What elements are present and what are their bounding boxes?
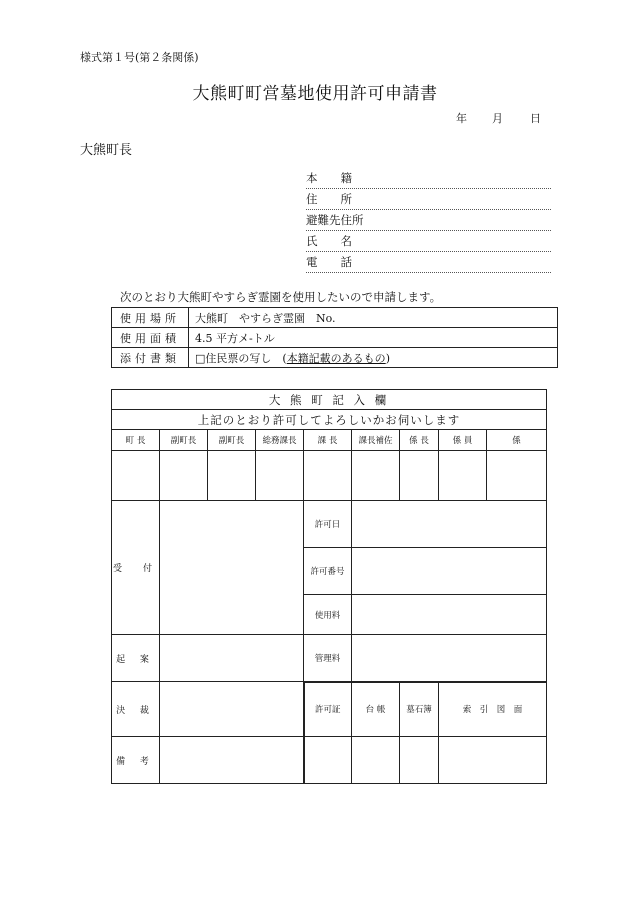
approver-header: 係 長 [400, 430, 439, 451]
date-line [456, 110, 541, 126]
permit-cert-check[interactable] [304, 737, 352, 784]
approver-header: 課長補佐 [352, 430, 400, 451]
index-map-check[interactable] [439, 737, 547, 784]
area-label: 使用面積 [112, 328, 189, 348]
index-map-label: 索 引 図 面 [439, 682, 547, 737]
approver-header: 係 員 [439, 430, 487, 451]
applicant-field-label: 電 話 [306, 255, 352, 269]
stamp-cell[interactable] [352, 451, 400, 501]
applicant-evacuation-address[interactable] [306, 210, 551, 231]
location-label: 使用場所 [112, 308, 189, 328]
tombstone-book-check[interactable] [400, 737, 439, 784]
permit-number-label: 許可番号 [304, 548, 352, 595]
applicant-field-label: 避難先住所 [306, 213, 364, 227]
intro-text: 次のとおり大熊町やすらぎ霊園を使用したいので申請します。 [120, 290, 442, 304]
attachment-checkbox-text: □住民票の写し ( [195, 351, 287, 365]
table-row [112, 737, 547, 784]
management-fee-value[interactable] [352, 635, 547, 682]
applicant-name[interactable] [306, 231, 551, 252]
attachment-note: 本籍記載のあるもの [286, 351, 386, 365]
receipt-label: 受 付 [112, 501, 160, 635]
table-row [112, 430, 547, 451]
applicant-block [306, 168, 551, 273]
permit-date-value[interactable] [352, 501, 547, 548]
table-row [112, 328, 558, 348]
form-number: 様式第１号(第２条関係) [80, 51, 199, 64]
decision-value[interactable] [160, 682, 304, 737]
applicant-field-label: 本 籍 [306, 171, 352, 185]
ledger-label: 台 帳 [352, 682, 400, 737]
table-row [112, 451, 547, 501]
approval-note: 上記のとおり許可してよろしいかお伺いします [112, 410, 547, 430]
table-row [112, 348, 558, 368]
stamp-cell[interactable] [112, 451, 160, 501]
remarks-label: 備 考 [112, 737, 160, 784]
location-value[interactable]: 大熊町 やすらぎ霊園 No. [189, 308, 558, 328]
permit-date-label: 許可日 [304, 501, 352, 548]
management-fee-label: 管理料 [304, 635, 352, 682]
office-title: 大 熊 町 記 入 欄 [112, 390, 547, 410]
stamp-cell[interactable] [256, 451, 304, 501]
applicant-field-label: 住 所 [306, 192, 352, 206]
approver-header: 総務課長 [256, 430, 304, 451]
usage-fee-label: 使用料 [304, 595, 352, 635]
table-row [112, 390, 547, 410]
table-row [112, 501, 547, 548]
remarks-value[interactable] [160, 737, 304, 784]
approver-header: 副町長 [160, 430, 208, 451]
table-row [112, 410, 547, 430]
stamp-cell[interactable] [160, 451, 208, 501]
table-row [112, 635, 547, 682]
attachment-suffix: ) [385, 351, 390, 365]
usage-fee-value[interactable] [352, 595, 547, 635]
permit-number-value[interactable] [352, 548, 547, 595]
date-year-label: 年 [456, 112, 467, 125]
table-row [112, 308, 558, 328]
page-title: 大熊町町営墓地使用許可申請書 [192, 84, 438, 104]
applicant-phone[interactable] [306, 252, 551, 273]
approver-header: 副町長 [208, 430, 256, 451]
stamp-cell[interactable] [208, 451, 256, 501]
stamp-cell[interactable] [400, 451, 439, 501]
attachment-label: 添付書類 [112, 348, 189, 368]
area-value[interactable]: 4.5 平方メ-トル [189, 328, 558, 348]
attachment-value[interactable] [189, 348, 558, 368]
draft-value[interactable] [160, 635, 304, 682]
usage-table [111, 307, 558, 368]
office-table [111, 389, 547, 784]
tombstone-book-label: 墓石簿 [400, 682, 439, 737]
applicant-honseki[interactable] [306, 168, 551, 189]
decision-label: 決 裁 [112, 682, 160, 737]
table-row [112, 682, 547, 737]
date-day-label: 日 [530, 112, 541, 125]
permit-cert-label: 許可証 [304, 682, 352, 737]
stamp-cell[interactable] [304, 451, 352, 501]
draft-label: 起 案 [112, 635, 160, 682]
applicant-address[interactable] [306, 189, 551, 210]
ledger-check[interactable] [352, 737, 400, 784]
approver-header: 課 長 [304, 430, 352, 451]
approver-header: 係 [487, 430, 547, 451]
receipt-stamp-area[interactable] [160, 501, 304, 635]
approver-header: 町 長 [112, 430, 160, 451]
addressee: 大熊町長 [80, 143, 133, 158]
applicant-field-label: 氏 名 [306, 234, 352, 248]
stamp-cell[interactable] [439, 451, 487, 501]
date-month-label: 月 [492, 112, 503, 125]
stamp-cell[interactable] [487, 451, 547, 501]
